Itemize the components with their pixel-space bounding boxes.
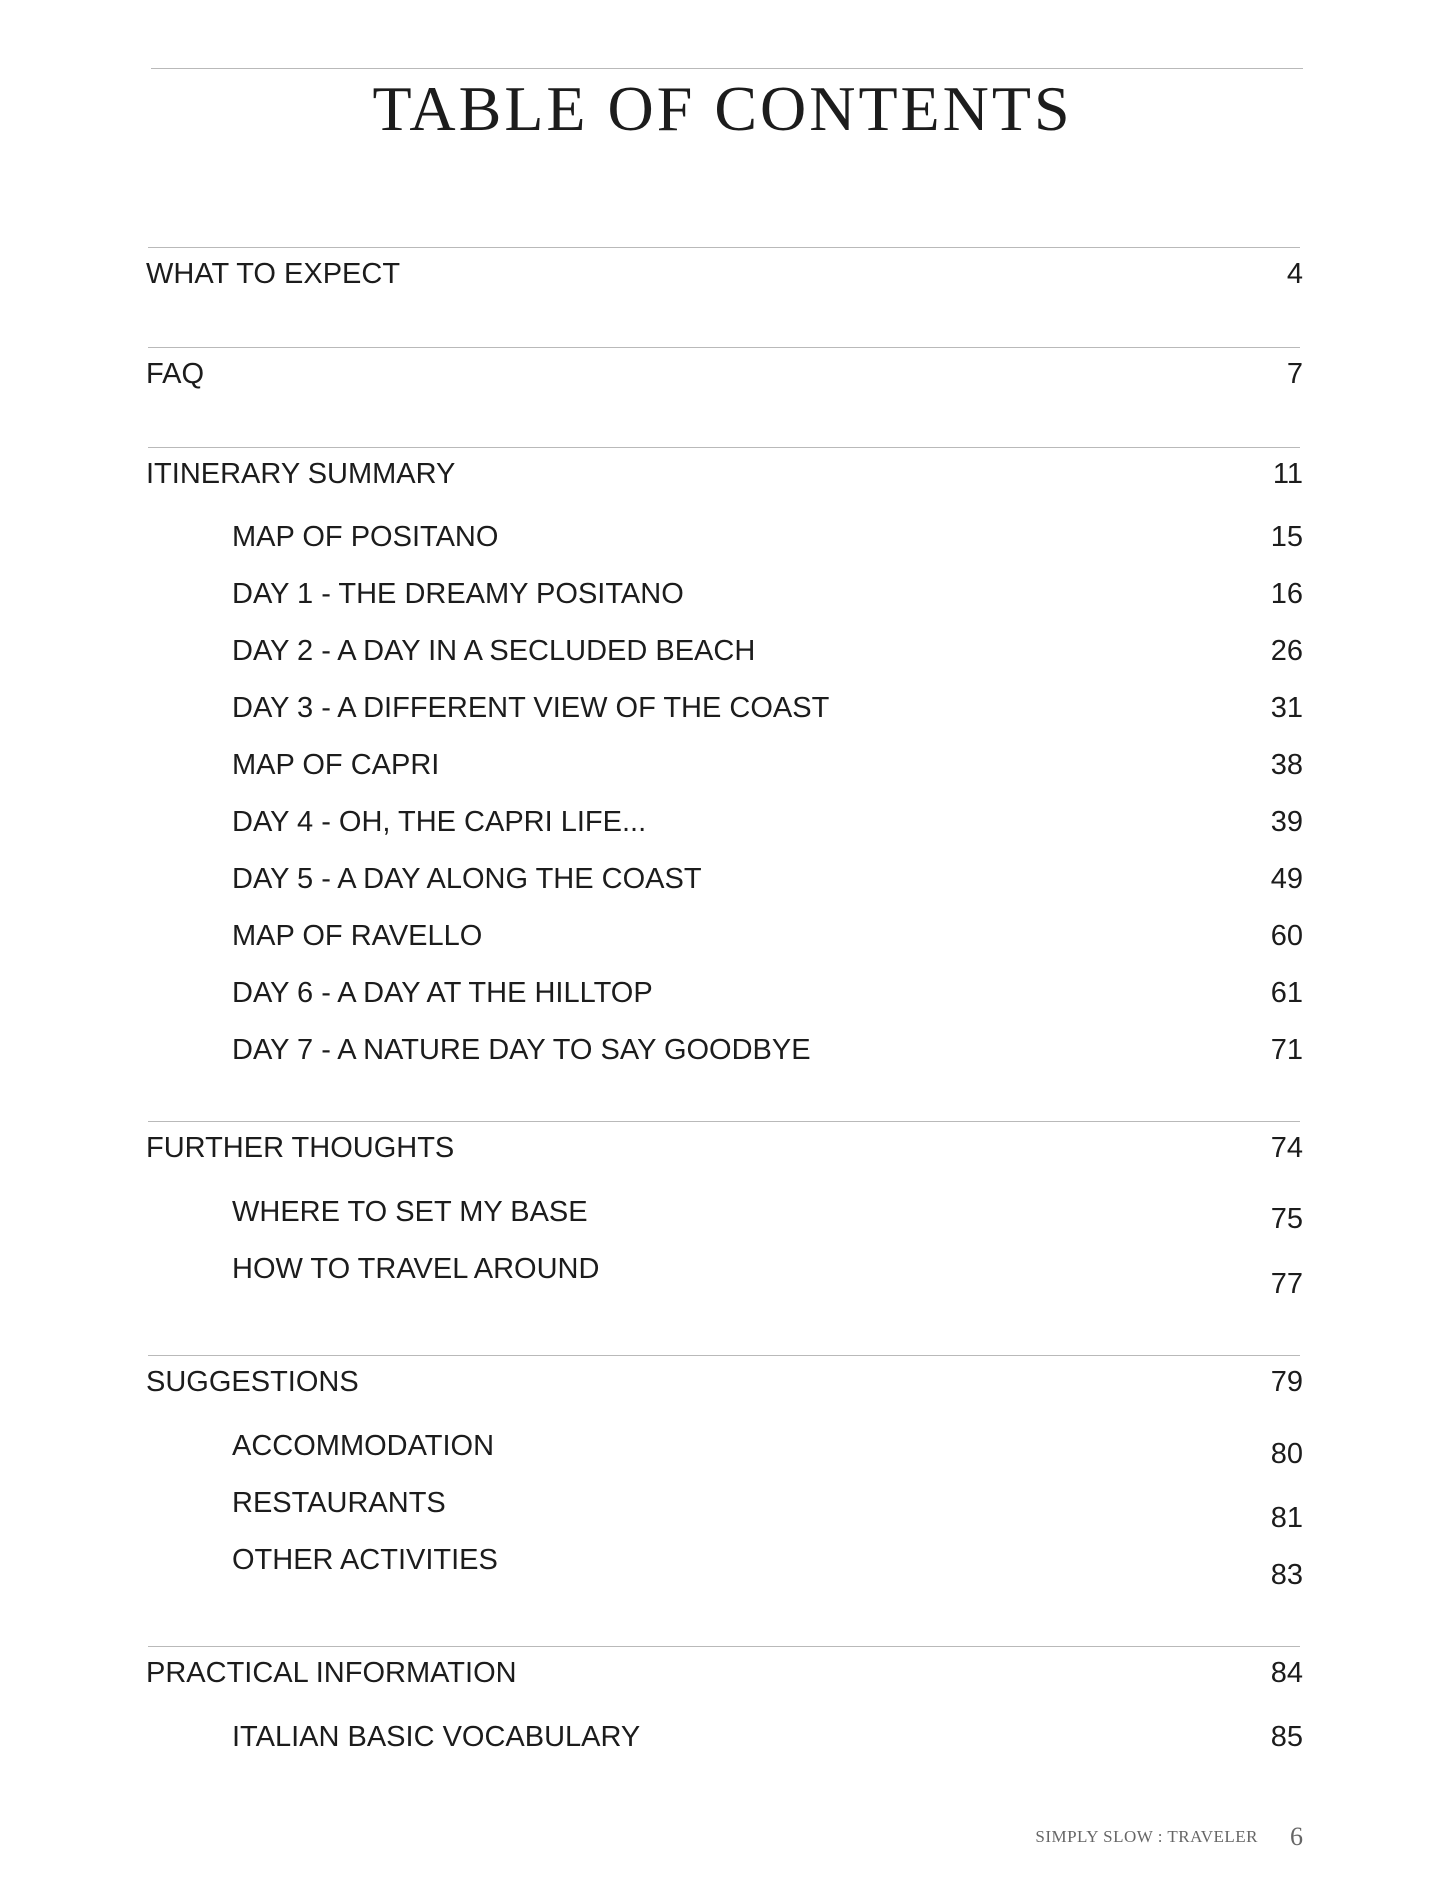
toc-subentry-page: 83 xyxy=(1270,1559,1303,1591)
toc-subentry-label: OTHER ACTIVITIES xyxy=(232,1544,498,1576)
toc-subentry-day-7[interactable] xyxy=(146,1030,1303,1070)
toc-subentry-label: MAP OF POSITANO xyxy=(232,521,499,553)
toc-subentry-label: MAP OF RAVELLO xyxy=(232,920,483,952)
toc-entry-faq[interactable] xyxy=(146,354,1303,394)
toc-subentry-restaurants[interactable] xyxy=(146,1483,1303,1534)
toc-subentry-page: 26 xyxy=(1270,635,1303,667)
toc-subentry-label: HOW TO TRAVEL AROUND xyxy=(232,1253,600,1285)
section-divider xyxy=(148,1355,1300,1356)
toc-subentry-label: DAY 7 - A NATURE DAY TO SAY GOODBYE xyxy=(232,1034,811,1066)
toc-subentry-page: 15 xyxy=(1270,521,1303,553)
toc-entry-itinerary-summary[interactable] xyxy=(146,454,1303,494)
top-rule xyxy=(151,68,1303,69)
toc-subentry-day-2[interactable] xyxy=(146,631,1303,671)
toc-subentry-day-5[interactable] xyxy=(146,859,1303,899)
toc-subentry-label: DAY 2 - A DAY IN A SECLUDED BEACH xyxy=(232,635,756,667)
toc-subentry-page: 49 xyxy=(1270,863,1303,895)
toc-entry-page: 11 xyxy=(1272,458,1303,490)
toc-subentry-page: 77 xyxy=(1270,1268,1303,1300)
toc-subentry-page: 38 xyxy=(1270,749,1303,781)
toc-subentry-accommodation[interactable] xyxy=(146,1426,1303,1470)
toc-subentry-page: 31 xyxy=(1270,692,1303,724)
toc-subentry-label: DAY 3 - A DIFFERENT VIEW OF THE COAST xyxy=(232,692,830,724)
toc-subentry-map-of-positano[interactable] xyxy=(146,517,1303,557)
toc-entry-practical-information[interactable] xyxy=(146,1653,1303,1693)
toc-subentry-label: DAY 4 - OH, THE CAPRI LIFE... xyxy=(232,806,647,838)
toc-subentry-page: 39 xyxy=(1270,806,1303,838)
toc-subentry-label: RESTAURANTS xyxy=(232,1487,446,1519)
section-divider xyxy=(148,1121,1300,1122)
toc-entry-suggestions[interactable] xyxy=(146,1362,1303,1402)
toc-entry-further-thoughts[interactable] xyxy=(146,1128,1303,1168)
toc-subentry-day-6[interactable] xyxy=(146,973,1303,1013)
toc-subentry-day-3[interactable] xyxy=(146,688,1303,728)
toc-subentry-label: DAY 1 - THE DREAMY POSITANO xyxy=(232,578,684,610)
toc-subentry-page: 85 xyxy=(1270,1721,1303,1753)
toc-entry-label: FURTHER THOUGHTS xyxy=(146,1132,455,1164)
section-divider xyxy=(148,247,1300,248)
page-title: TABLE OF CONTENTS xyxy=(372,73,1073,144)
toc-subentry-label: DAY 6 - A DAY AT THE HILLTOP xyxy=(232,977,653,1009)
toc-subentry-page: 16 xyxy=(1270,578,1303,610)
toc-entry-label: ITINERARY SUMMARY xyxy=(146,458,456,490)
toc-subentry-label: MAP OF CAPRI xyxy=(232,749,440,781)
toc-subentry-day-4[interactable] xyxy=(146,802,1303,842)
toc-entry-label: FAQ xyxy=(146,358,205,390)
toc-subentry-page: 75 xyxy=(1270,1203,1303,1235)
section-divider xyxy=(148,447,1300,448)
toc-subentry-label: WHERE TO SET MY BASE xyxy=(232,1196,588,1228)
toc-subentry-map-of-capri[interactable] xyxy=(146,745,1303,785)
toc-subentry-page: 61 xyxy=(1270,977,1303,1009)
toc-entry-page: 79 xyxy=(1270,1366,1303,1398)
toc-subentry-day-1[interactable] xyxy=(146,574,1303,614)
toc-entry-label: WHAT TO EXPECT xyxy=(146,258,401,290)
toc-subentry-other-activities[interactable] xyxy=(146,1540,1303,1591)
toc-entry-label: PRACTICAL INFORMATION xyxy=(146,1657,517,1689)
toc-subentry-page: 71 xyxy=(1270,1034,1303,1066)
toc-subentry-page: 81 xyxy=(1270,1502,1303,1534)
toc-entry-page: 7 xyxy=(1286,358,1303,390)
section-divider xyxy=(148,1646,1300,1647)
toc-subentry-page: 60 xyxy=(1270,920,1303,952)
page-footer xyxy=(1035,1822,1303,1852)
toc-entry-what-to-expect[interactable] xyxy=(146,254,1303,294)
toc-subentry-how-to-travel-around[interactable] xyxy=(146,1249,1303,1300)
footer-page-number: 6 xyxy=(1290,1822,1303,1851)
footer-brand: SIMPLY SLOW : TRAVELER xyxy=(1035,1827,1258,1846)
toc-subentry-label: DAY 5 - A DAY ALONG THE COAST xyxy=(232,863,702,895)
toc-entry-page: 4 xyxy=(1286,258,1303,290)
toc-entry-label: SUGGESTIONS xyxy=(146,1366,359,1398)
toc-subentry-map-of-ravello[interactable] xyxy=(146,916,1303,956)
toc-subentry-page: 80 xyxy=(1270,1438,1303,1470)
section-divider xyxy=(148,347,1300,348)
toc-subentry-italian-basic-vocabulary[interactable] xyxy=(146,1717,1303,1757)
toc-subentry-label: ITALIAN BASIC VOCABULARY xyxy=(232,1721,641,1753)
toc-entry-page: 74 xyxy=(1270,1132,1303,1164)
toc-subentry-label: ACCOMMODATION xyxy=(232,1430,495,1462)
toc-subentry-where-to-set-my-base[interactable] xyxy=(146,1192,1303,1235)
toc-entry-page: 84 xyxy=(1270,1657,1303,1689)
